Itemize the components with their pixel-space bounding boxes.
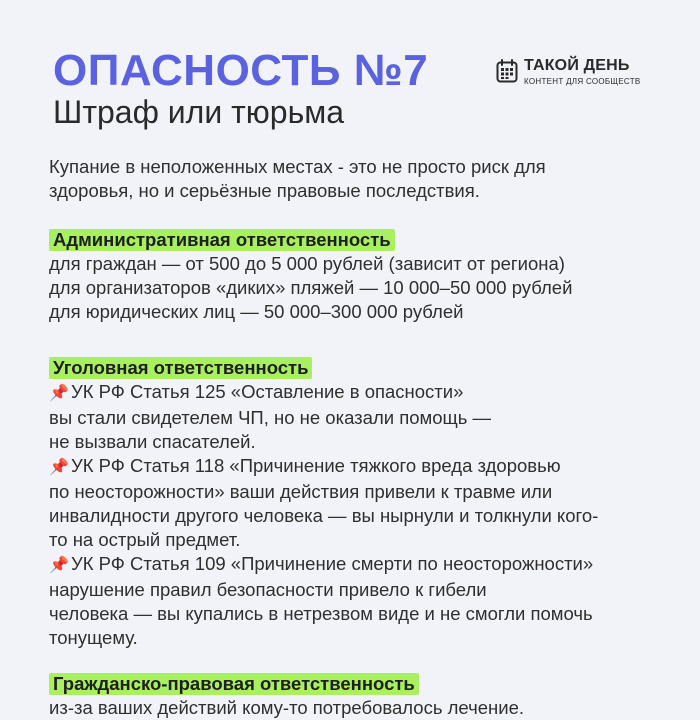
- criminal-line: УК РФ Статья 125 «Оставление в опасности»: [71, 381, 464, 402]
- administrative-section: [49, 228, 669, 324]
- criminal-heading: Уголовная ответственность: [49, 357, 312, 379]
- intro-line: здоровья, но и серьёзные правовые последствия.: [49, 180, 480, 201]
- criminal-article-109: [49, 552, 669, 578]
- administrative-line: для граждан — от 500 до 5 000 рублей (зависит от региона): [49, 253, 565, 274]
- criminal-line: УК РФ Статья 109 «Причинение смерти по неосторожности»: [71, 553, 594, 574]
- criminal-article-118: [49, 454, 669, 480]
- intro-paragraph: [49, 155, 669, 203]
- calendar-grid-icon: [496, 59, 518, 88]
- criminal-line: тонущему.: [49, 627, 138, 648]
- criminal-line: не вызвали спасателей.: [49, 431, 256, 452]
- brand-block: [496, 58, 641, 88]
- criminal-article-125: [49, 380, 669, 406]
- criminal-line: по неосторожности» ваши действия привели к травме или: [49, 481, 553, 502]
- pushpin-icon: 📌: [49, 557, 69, 574]
- criminal-line: УК РФ Статья 118 «Причинение тяжкого вреда здоровью: [71, 455, 561, 476]
- criminal-line: вы стали свидетелем ЧП, но не оказали помощь —: [49, 407, 492, 428]
- administrative-line: для юридических лиц — 50 000–300 000 рублей: [49, 301, 464, 322]
- criminal-line: человека — вы купались в нетрезвом виде и не смогли помочь: [49, 603, 593, 624]
- main-content: [49, 155, 669, 720]
- civil-line: из-за ваших действий кому-то потребовалось лечение.: [49, 697, 524, 718]
- criminal-section: [49, 356, 669, 650]
- civil-section: [49, 672, 669, 720]
- administrative-heading: Административная ответственность: [49, 229, 395, 251]
- brand-name: ТАКОЙ ДЕНЬ: [524, 57, 630, 74]
- criminal-line: то на острый предмет.: [49, 529, 241, 550]
- pushpin-icon: 📌: [49, 385, 69, 402]
- page-title: ОПАСНОСТЬ №7: [53, 46, 429, 95]
- administrative-line: для организаторов «диких» пляжей — 10 000–50 000 рублей: [49, 277, 573, 298]
- page-subtitle: Штраф или тюрьма: [53, 94, 345, 130]
- criminal-line: нарушение правил безопасности привело к гибели: [49, 579, 487, 600]
- criminal-line: инвалидности другого человека — вы нырнули и толкнули кого-: [49, 505, 599, 526]
- brand-tagline: КОНТЕНТ ДЛЯ СООБЩЕСТВ: [524, 77, 641, 86]
- pushpin-icon: 📌: [49, 459, 69, 476]
- civil-heading: Гражданско-правовая ответственность: [49, 673, 419, 695]
- intro-line: Купание в неположенных местах - это не просто риск для: [49, 156, 546, 177]
